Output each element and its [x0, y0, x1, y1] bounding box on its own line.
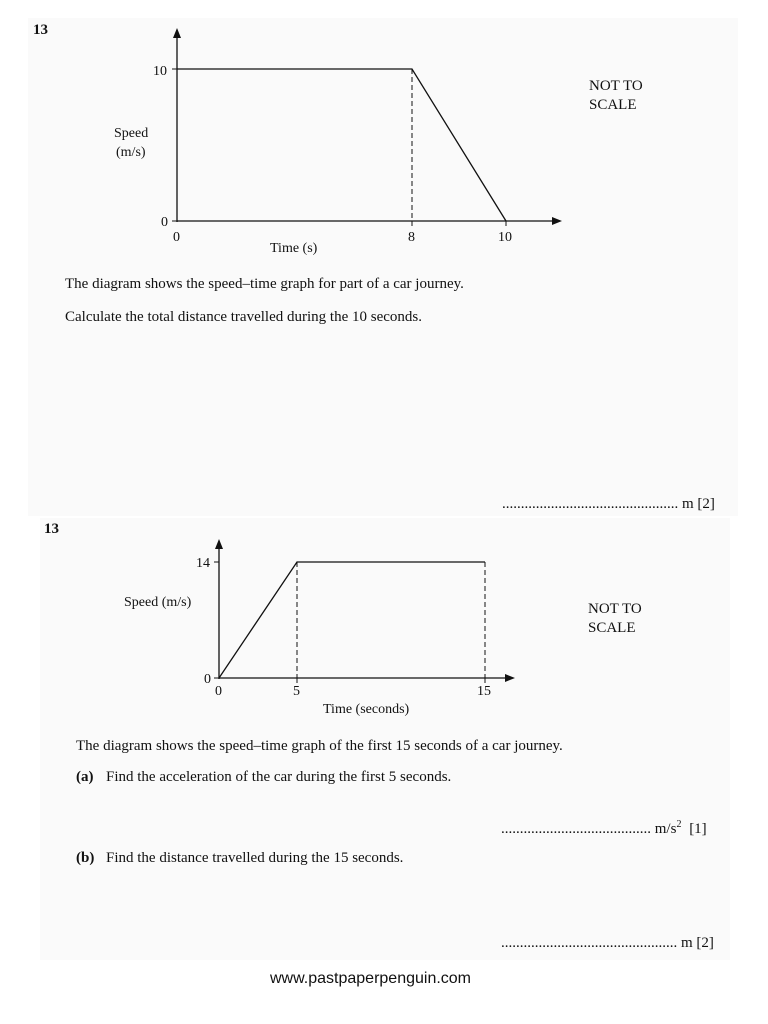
y-tick-label: 0: [204, 672, 211, 687]
part-a-label: (a): [76, 769, 94, 785]
x-tick-label: 0: [173, 230, 180, 245]
question-text: The diagram shows the speed–time graph for part of a car journey.: [65, 276, 464, 292]
not-to-scale-line: SCALE: [589, 97, 637, 113]
question-number: 13: [44, 521, 59, 537]
answer-unit: m/s: [654, 821, 677, 837]
answer-dots: ........................................: [501, 821, 651, 837]
series-line: [219, 562, 485, 678]
answer-line: ............................................... m [2]: [502, 496, 715, 512]
part-a-text: Find the acceleration of the car during the first 5 seconds.: [106, 769, 452, 785]
part-b-label: (b): [76, 850, 95, 866]
y-tick-label: 14: [196, 556, 210, 571]
footer-website: www.pastpaperpenguin.com: [270, 970, 472, 987]
y-axis-label: Speed (m/s): [124, 595, 192, 610]
question-number: 13: [33, 22, 48, 38]
question-instruction: Calculate the total distance travelled during the 10 seconds.: [65, 309, 422, 325]
answer-line-a: [501, 819, 707, 838]
y-tick-label: 10: [153, 64, 167, 79]
x-tick-label: 8: [408, 230, 415, 245]
x-tick-label: 0: [215, 684, 222, 699]
part-b-text: Find the distance travelled during the 15 seconds.: [106, 850, 404, 866]
y-axis-label: Speed: [114, 126, 149, 141]
answer-unit-exponent: 2: [676, 819, 682, 830]
not-to-scale-note: [589, 77, 643, 115]
x-tick-label: 10: [498, 230, 512, 245]
series-line: [177, 69, 506, 221]
not-to-scale-note: [588, 600, 642, 638]
question-text: The diagram shows the speed–time graph of the first 15 seconds of a car journey.: [76, 738, 563, 754]
x-axis-label: Time (s): [270, 241, 318, 256]
x-tick-label: 15: [477, 684, 491, 699]
not-to-scale-line: SCALE: [588, 620, 636, 636]
y-tick-label: 0: [161, 215, 168, 230]
x-axis-label: Time (seconds): [323, 702, 410, 717]
not-to-scale-line: NOT TO: [588, 601, 642, 617]
x-tick-label: 5: [293, 684, 300, 699]
answer-line-b: ............................................... m [2]: [501, 935, 714, 951]
not-to-scale-line: NOT TO: [589, 78, 643, 94]
y-axis-label: (m/s): [116, 145, 146, 160]
answer-marks: [1]: [689, 821, 707, 837]
